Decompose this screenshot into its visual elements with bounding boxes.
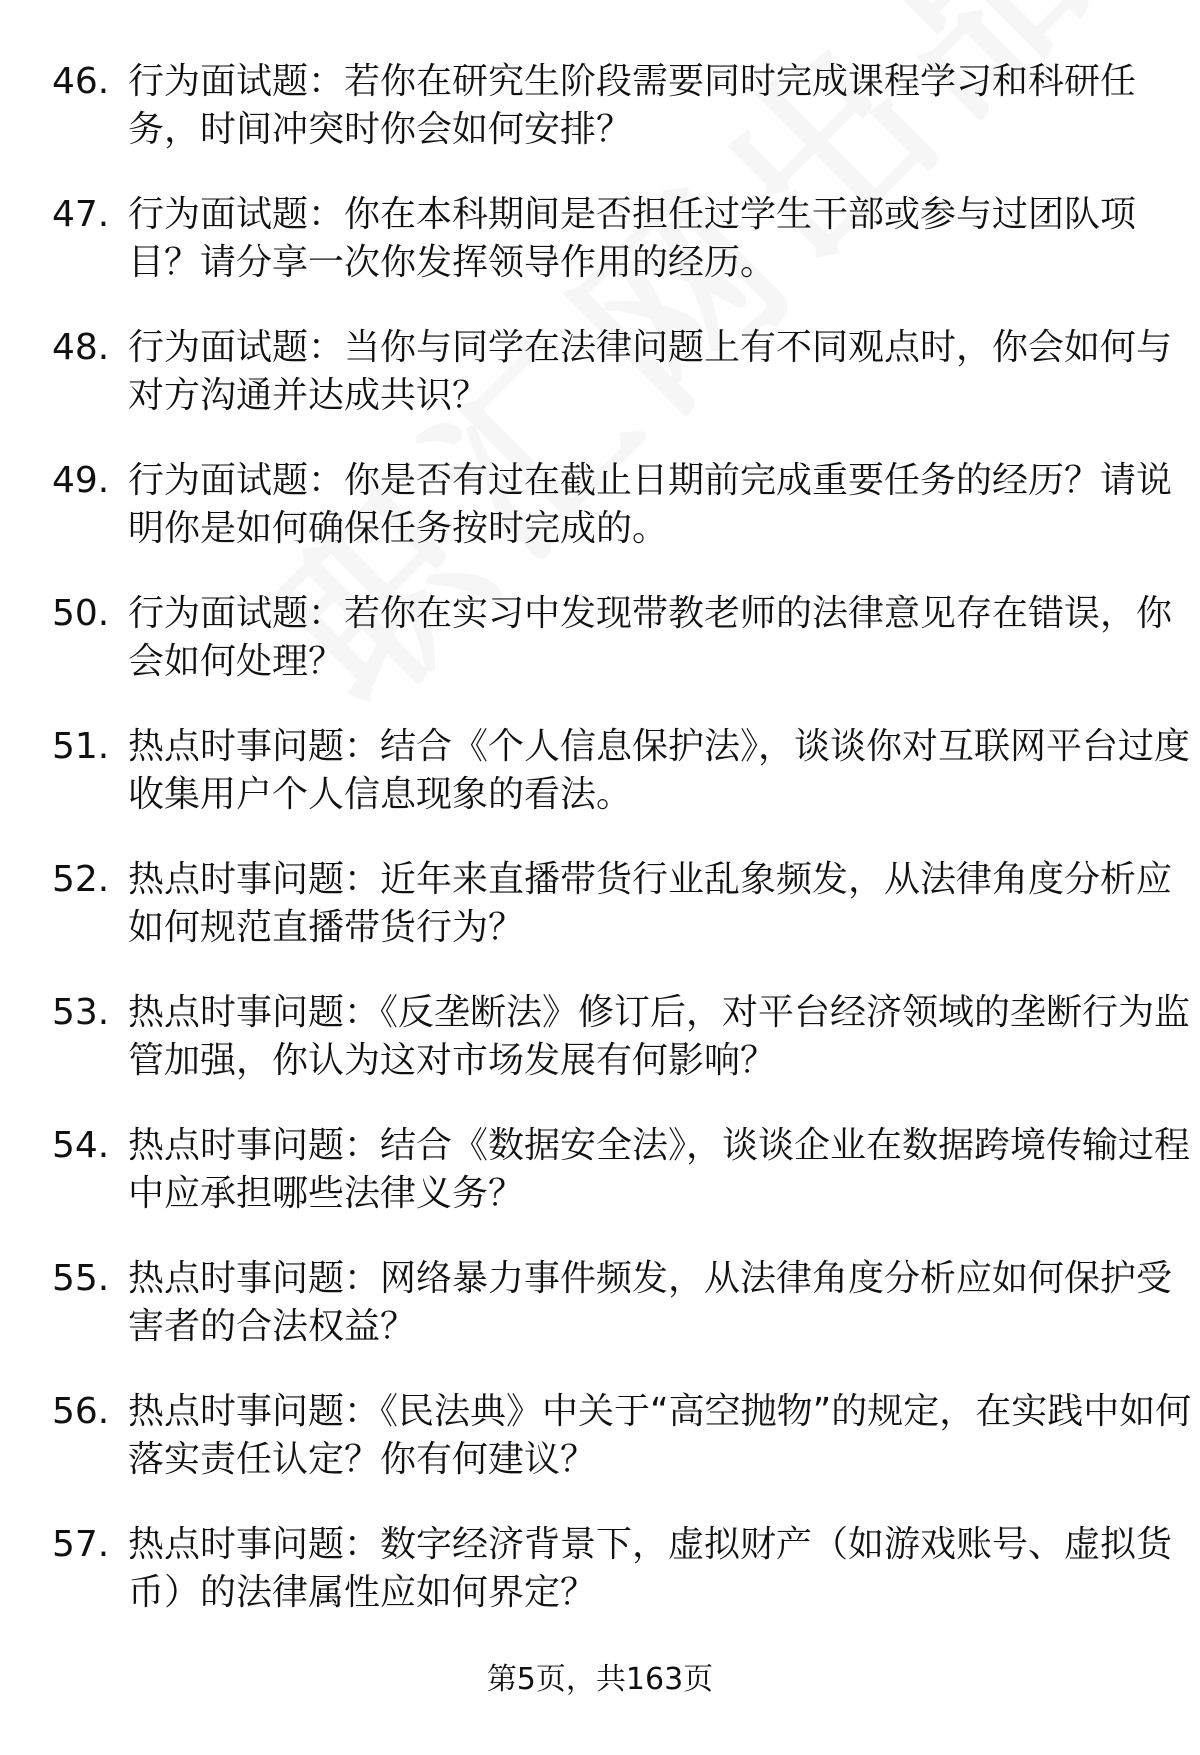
list-item (52, 1255, 1173, 1388)
list-item (52, 58, 1152, 191)
question-number: 48. (52, 327, 110, 368)
list-item (52, 989, 1191, 1122)
question-text: 热点时事问题：近年来直播带货行业乱象频发，从法律角度分析应如何规范直播带货行为？ (128, 859, 1173, 948)
question-list (52, 58, 1192, 1654)
list-item (52, 1521, 1173, 1654)
question-text: 热点时事问题：网络暴力事件频发，从法律角度分析应如何保护受害者的合法权益？ (128, 1258, 1173, 1347)
page-footer: 第5页，共163页 (486, 1662, 714, 1697)
question-number: 46. (52, 61, 110, 102)
question-number: 54. (52, 1125, 110, 1166)
question-text: 热点时事问题：《民法典》中关于“高空抛物”的规定，在实践中如何落实责任认定？你有何建议？ (128, 1391, 1192, 1480)
question-number: 56. (52, 1391, 110, 1432)
list-item (52, 1388, 1192, 1521)
list-item (52, 324, 1173, 457)
question-number: 47. (52, 194, 110, 235)
list-item (52, 1122, 1191, 1255)
question-text: 热点时事问题：《反垄断法》修订后，对平台经济领域的垄断行为监管加强，你认为这对市场发展有何影响？ (128, 992, 1191, 1081)
question-text: 行为面试题：当你与同学在法律问题上有不同观点时，你会如何与对方沟通并达成共识？ (128, 327, 1173, 416)
question-text: 热点时事问题：数字经济背景下，虚拟财产（如游戏账号、虚拟货币）的法律属性应如何界定？ (128, 1524, 1173, 1613)
question-text: 行为面试题：你在本科期间是否担任过学生干部或参与过团队项目？请分享一次你发挥领导作用的经历。 (128, 194, 1137, 283)
question-number: 51. (52, 726, 110, 767)
question-text: 行为面试题：若你在研究生阶段需要同时完成课程学习和科研任务，时间冲突时你会如何安排？ (128, 61, 1137, 150)
list-item (52, 723, 1191, 856)
question-text: 热点时事问题：结合《个人信息保护法》，谈谈你对互联网平台过度收集用户个人信息现象的看法。 (128, 726, 1191, 815)
question-number: 52. (52, 859, 110, 900)
list-item (52, 856, 1173, 989)
list-item (52, 457, 1173, 590)
question-text: 热点时事问题：结合《数据安全法》，谈谈企业在数据跨境传输过程中应承担哪些法律义务？ (128, 1125, 1191, 1214)
question-text: 行为面试题：你是否有过在截止日期前完成重要任务的经历？请说明你是如何确保任务按时完成的。 (128, 460, 1173, 549)
question-text: 行为面试题：若你在实习中发现带教老师的法律意见存在错误，你会如何处理？ (128, 593, 1173, 682)
question-number: 49. (52, 460, 110, 501)
list-item (52, 590, 1173, 723)
question-number: 57. (52, 1524, 110, 1565)
question-number: 53. (52, 992, 110, 1033)
question-number: 50. (52, 593, 110, 634)
question-number: 55. (52, 1258, 110, 1299)
list-item (52, 191, 1152, 324)
